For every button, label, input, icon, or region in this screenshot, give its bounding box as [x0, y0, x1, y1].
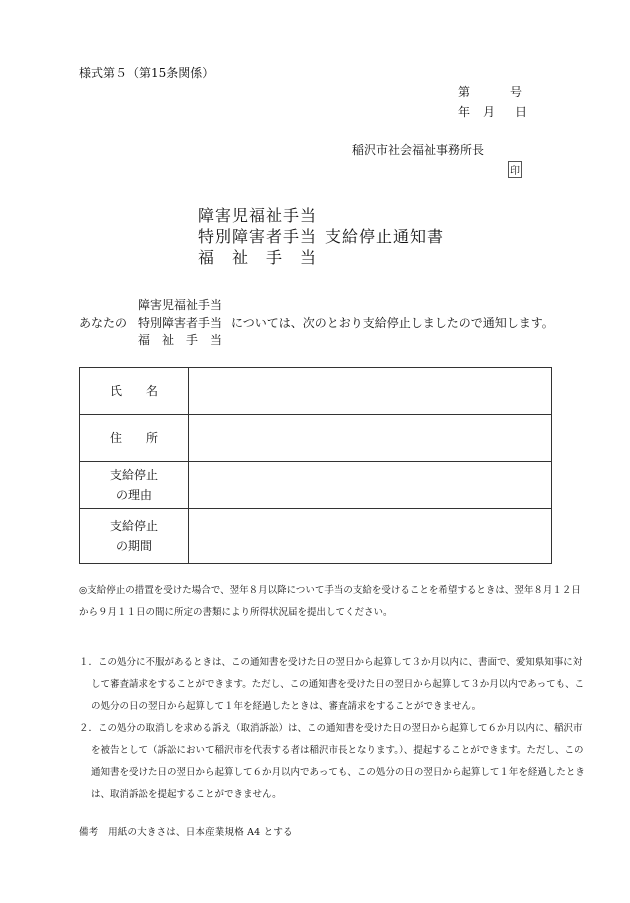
item-line: を被告として（訴訟において稲沢市を代表する者は稲沢市長となります。）、提起することができます。ただし、この: [91, 745, 584, 756]
item-line: ２．この処分の取消しを求める訴え（取消訴訟）は、この通知書を受けた日の翌日から起算して６か月以内に、稲沢市: [79, 723, 583, 734]
page-title: 支給停止通知書: [325, 227, 445, 246]
number-go: 号: [510, 85, 523, 99]
intro-item-1: 障害児福祉手当: [138, 298, 223, 312]
title-item-2: 特別障害者手当: [198, 227, 318, 246]
intro-item-2: 特別障害者手当: [138, 316, 223, 330]
item-line: 通知書を受けた日の翌日から起算して６か月以内であっても、この処分の日の翌日から起算して１年を経過したとき: [91, 767, 585, 778]
note-line: から９月１１日の間に所定の書類により所得状況届を提出してください。: [79, 607, 393, 618]
number-dai: 第: [458, 85, 471, 99]
date-month: 月: [483, 105, 496, 119]
period-field: [189, 509, 552, 564]
row-label: 氏 名: [109, 384, 158, 398]
note: [79, 580, 581, 624]
item-line: １．この処分に不服があるときは、この通知書を受けた日の翌日から起算して３か月以内に、書面で、愛知県知事に対: [79, 657, 583, 668]
title-item-3: 福 祉 手 当: [198, 248, 318, 267]
row-label-2: の期間: [115, 539, 152, 553]
row-label: 住 所: [109, 431, 158, 445]
row-label-2: の理由: [115, 488, 152, 502]
intro-item-3: 福 祉 手 当: [138, 333, 223, 347]
issuer: 稲沢市社会福祉事務所長: [352, 143, 485, 157]
remark: 備考 用紙の大きさは、日本産業規格 A4 とする: [79, 827, 293, 838]
reason-field: [189, 462, 552, 509]
note-line: ◎支給停止の措置を受けた場合で、翌年８月以降について手当の支給を受けることを希望するときは、翌年８月１２日: [79, 585, 581, 596]
row-label: 支給停止: [109, 468, 158, 482]
details-table: [79, 367, 552, 564]
appeal-item-1: [79, 652, 584, 718]
intro-prefix: あなたの: [79, 316, 128, 330]
intro-text: については、次のとおり支給停止しましたので通知します。: [231, 316, 554, 330]
table-row: [80, 462, 552, 509]
table-row: [80, 509, 552, 564]
appeal-item-2: [79, 718, 585, 806]
item-line: の処分の日の翌日から起算して１年を経過したときは、審査請求をすることができません。: [91, 701, 482, 712]
date-year: 年: [458, 105, 471, 119]
table-row: [80, 368, 552, 415]
address-field: [189, 415, 552, 462]
table-row: [80, 415, 552, 462]
item-line: して審査請求をすることができます。ただし、この通知書を受けた日の翌日から起算して３か月以内であっても、こ: [91, 679, 585, 690]
row-label: 支給停止: [109, 519, 158, 533]
date-day: 日: [515, 105, 528, 119]
form-number: 様式第５（第15条関係）: [79, 66, 215, 80]
seal-mark: 印: [508, 161, 522, 178]
name-field: [189, 368, 552, 415]
title-item-1: 障害児福祉手当: [198, 206, 318, 225]
item-line: は、取消訴訟を提起することができません。: [91, 789, 282, 800]
